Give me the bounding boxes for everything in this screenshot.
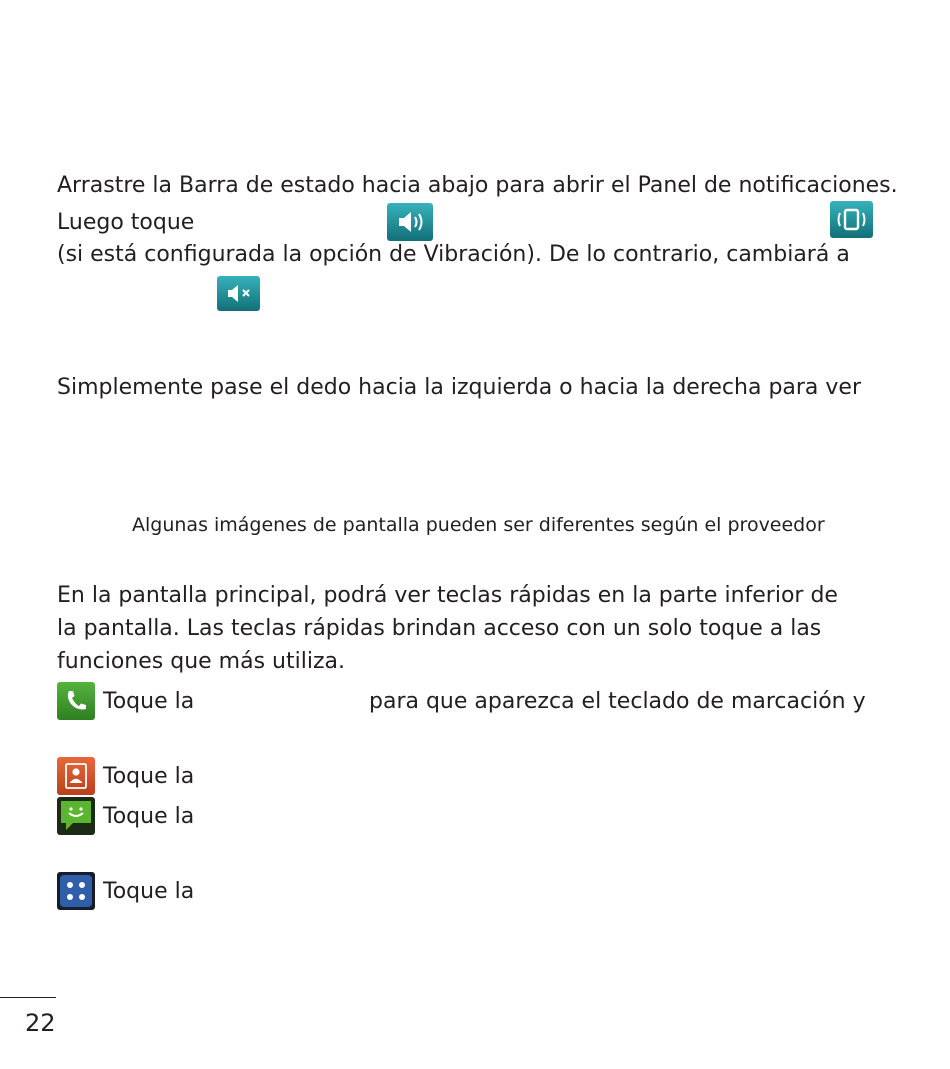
quick-key-phone-suffix: para que aparezca el teclado de marcación y <box>369 689 866 714</box>
footer-divider <box>0 997 56 998</box>
quick-key-phone-prefix: Toque la <box>103 689 195 714</box>
speaker-mute-icon <box>217 276 260 311</box>
quick-key-applications-prefix: Toque la <box>103 879 195 904</box>
vibrate-icon <box>830 201 873 238</box>
messaging-icon <box>57 797 95 835</box>
quick-keys-intro-line-1: En la pantalla principal, podrá ver teclas rápidas en la parte inferior de <box>57 583 838 608</box>
quick-key-contacts-prefix: Toque la <box>103 764 195 789</box>
quick-keys-intro-line-3: funciones que más utiliza. <box>57 649 345 674</box>
speaker-sound-icon <box>387 203 433 241</box>
phone-icon <box>57 682 95 720</box>
status-bar-line-3: (si está configurada la opción de Vibración). De lo contrario, cambiará a <box>57 242 850 267</box>
applications-icon <box>57 872 95 910</box>
quick-keys-intro-line-2: la pantalla. Las teclas rápidas brindan acceso con un solo toque a las <box>57 616 822 641</box>
note-text: Algunas imágenes de pantalla pueden ser diferentes según el proveedor <box>132 514 825 536</box>
status-bar-line-1: Arrastre la Barra de estado hacia abajo para abrir el Panel de notificaciones. <box>57 173 898 198</box>
page-number: 22 <box>25 1009 56 1037</box>
contacts-icon <box>57 757 95 795</box>
status-bar-line-2: Luego toque <box>57 210 195 235</box>
home-panels-line-1: Simplemente pase el dedo hacia la izquierda o hacia la derecha para ver <box>57 375 862 400</box>
quick-key-messaging-prefix: Toque la <box>103 804 195 829</box>
